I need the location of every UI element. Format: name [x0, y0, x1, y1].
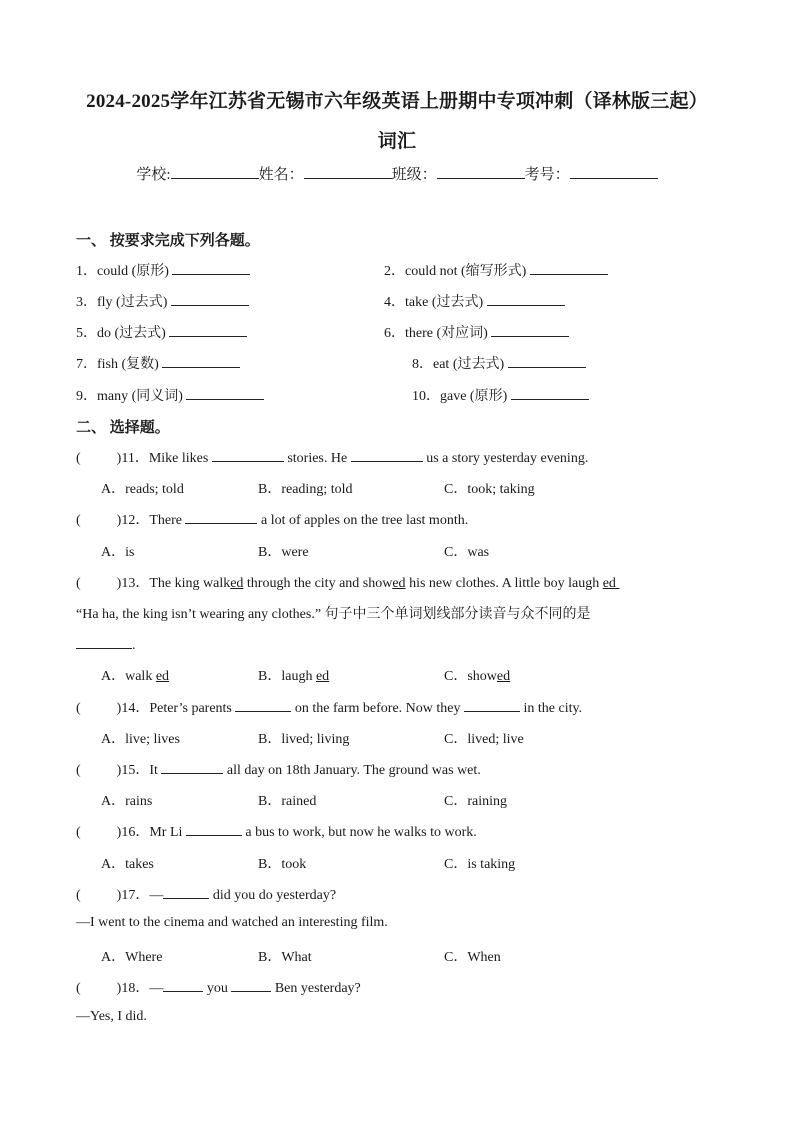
q13-option-b[interactable]: B．laugh ed: [258, 669, 330, 684]
q14-option-c[interactable]: C．lived; live: [444, 732, 524, 747]
answer-blank[interactable]: [163, 884, 209, 899]
q15-option-b[interactable]: B．rained: [258, 794, 317, 809]
answer-blank[interactable]: [511, 385, 589, 400]
s1-item-6: 6．there (对应词): [384, 322, 569, 342]
question-16: ( )16．Mr Li a bus to work, but now he walks to work.: [76, 821, 477, 841]
answer-blank[interactable]: [235, 697, 291, 712]
answer-blank[interactable]: [172, 260, 250, 275]
s1-item-4: 4．take (过去式): [384, 291, 565, 311]
q12-option-c[interactable]: C．was: [444, 545, 490, 560]
answer-blank[interactable]: [351, 447, 423, 462]
q17-option-c[interactable]: C．When: [444, 950, 501, 965]
answer-blank[interactable]: [212, 447, 284, 462]
q14-option-b[interactable]: B．lived; living: [258, 732, 350, 747]
answer-blank[interactable]: [171, 291, 249, 306]
answer-blank[interactable]: [487, 291, 565, 306]
q12-option-b[interactable]: B．were: [258, 545, 309, 560]
page-subtitle: 词汇: [377, 131, 417, 152]
q16-option-a[interactable]: A．takes: [101, 857, 154, 872]
school-label: 学校:: [136, 167, 171, 183]
q11-option-c[interactable]: C．took; taking: [444, 482, 535, 497]
q17-option-b[interactable]: B．What: [258, 950, 312, 965]
section1-heading: 一、 按要求完成下列各题。: [76, 233, 260, 249]
question-13: ( )13．The king walked through the city and showed his new clothes. A little boy laugh ed: [76, 576, 616, 591]
q15-option-c[interactable]: C．raining: [444, 794, 507, 809]
s1-item-9: 9．many (同义词): [76, 385, 264, 405]
q13-option-a[interactable]: A．walk ed: [101, 669, 170, 684]
q16-option-c[interactable]: C．is taking: [444, 857, 516, 872]
s1-item-5: 5．do (过去式): [76, 322, 247, 342]
q11-option-b[interactable]: B．reading; told: [258, 482, 353, 497]
answer-blank[interactable]: [491, 322, 569, 337]
q17-reply: —I went to the cinema and watched an interesting film.: [76, 915, 388, 930]
page-title: 2024-2025学年江苏省无锡市六年级英语上册期中专项冲刺（译林版三起）: [86, 91, 708, 112]
class-blank[interactable]: [437, 164, 525, 179]
q11-option-a[interactable]: A．reads; told: [101, 482, 184, 497]
s1-item-2: 2．could not (缩写形式): [384, 260, 608, 280]
answer-blank[interactable]: [530, 260, 608, 275]
answer-blank[interactable]: [186, 385, 264, 400]
q14-option-a[interactable]: A．live; lives: [101, 732, 180, 747]
s1-item-1: 1．could (原形): [76, 260, 250, 280]
answer-blank[interactable]: [185, 509, 257, 524]
info-line: [0, 163, 794, 184]
school-blank[interactable]: [171, 164, 259, 179]
s1-item-10: 10．gave (原形): [412, 385, 589, 405]
answer-blank[interactable]: [508, 353, 586, 368]
s1-item-8: 8．eat (过去式): [412, 353, 586, 373]
q18-reply: —Yes, I did.: [76, 1009, 147, 1024]
question-18: ( )18．— you Ben yesterday?: [76, 977, 361, 997]
answer-blank[interactable]: [186, 821, 242, 836]
q13-option-c[interactable]: C．showed: [444, 669, 511, 684]
question-17: ( )17．— did you do yesterday?: [76, 884, 336, 904]
answer-blank[interactable]: [163, 977, 203, 992]
number-blank[interactable]: [570, 164, 658, 179]
answer-blank[interactable]: [161, 759, 223, 774]
name-label: 姓名：: [258, 167, 304, 183]
question-14: ( )14．Peter’s parents on the farm before. Now they in the city.: [76, 697, 582, 717]
answer-blank[interactable]: [169, 322, 247, 337]
question-11: ( )11．Mike likes stories. He us a story yesterday evening.: [76, 447, 588, 467]
section2-heading: 二、 选择题。: [76, 420, 170, 436]
s1-item-7: 7．fish (复数): [76, 353, 240, 373]
q12-option-a[interactable]: A．is: [101, 545, 135, 560]
q13-blank: .: [76, 634, 136, 654]
answer-blank[interactable]: [231, 977, 271, 992]
s1-item-3: 3．fly (过去式): [76, 291, 249, 311]
q16-option-b[interactable]: B．took: [258, 857, 307, 872]
class-label: 班级：: [391, 167, 437, 183]
q13-line2: “Ha ha, the king isn’t wearing any clothes.” 句子中三个单词划线部分读音与众不同的是: [76, 607, 591, 622]
q17-option-a[interactable]: A．Where: [101, 950, 163, 965]
name-blank[interactable]: [304, 164, 392, 179]
number-label: 考号：: [524, 167, 570, 183]
question-15: ( )15．It all day on 18th January. The ground was wet.: [76, 759, 481, 779]
answer-blank[interactable]: [464, 697, 520, 712]
answer-blank[interactable]: [76, 634, 132, 649]
q15-option-a[interactable]: A．rains: [101, 794, 153, 809]
answer-blank[interactable]: [162, 353, 240, 368]
question-12: ( )12．There a lot of apples on the tree last month.: [76, 509, 468, 529]
